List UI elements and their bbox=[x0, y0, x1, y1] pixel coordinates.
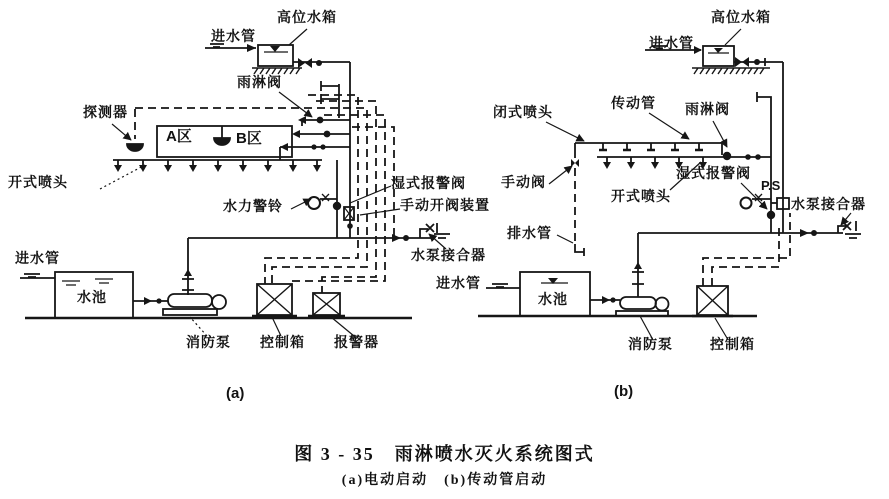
b-caption: (b) bbox=[614, 383, 634, 400]
a-control-wiring bbox=[135, 95, 394, 293]
b-label-deluge-valve: 雨淋阀 bbox=[685, 101, 730, 117]
a-label-fire-pump: 消防泵 bbox=[186, 334, 231, 350]
a-label-inlet-pipe-bottom: 进水管 bbox=[15, 250, 60, 266]
b-alarm-bell bbox=[741, 198, 752, 209]
a-label-control-box: 控制箱 bbox=[260, 334, 305, 350]
a-label-alarm-bell: 水力警铃 bbox=[223, 198, 283, 214]
b-label-drain-pipe: 排水管 bbox=[507, 225, 552, 241]
a-detector-cup-1 bbox=[127, 144, 143, 151]
a-deluge-valve-2 bbox=[324, 131, 331, 138]
b-supply-main bbox=[638, 233, 843, 297]
b-inlet-pipe-bottom bbox=[486, 284, 520, 288]
b-control-box-symbol bbox=[692, 286, 733, 316]
b-deluge-valve-symbol bbox=[723, 152, 731, 160]
a-inlet-pipe-bottom bbox=[20, 274, 55, 278]
a-alarm-bell bbox=[308, 197, 320, 209]
a-detector-cup-2 bbox=[214, 138, 230, 145]
figure-subcaption: (a)电动启动 (b)传动管启动 bbox=[341, 473, 548, 488]
a-control-box-symbol bbox=[252, 284, 297, 316]
b-control-wiring bbox=[703, 213, 790, 286]
figure-caption: 图 3 - 35 雨淋喷水灭火系统图式 bbox=[294, 444, 595, 464]
a-label-zone-b: B区 bbox=[236, 130, 262, 147]
a-pump-base bbox=[163, 309, 217, 315]
a-label-inlet-pipe-top: 进水管 bbox=[211, 28, 256, 44]
b-fire-pump-body bbox=[620, 297, 656, 309]
a-fire-pump-body bbox=[168, 294, 212, 307]
b-open-sprinkler-pipe bbox=[597, 157, 771, 162]
a-label-elevated-tank: 高位水箱 bbox=[277, 9, 337, 25]
b-wet-alarm-valve-symbol bbox=[767, 211, 775, 219]
b-label-open-sprinkler: 开式喷头 bbox=[611, 188, 671, 204]
b-label-pool: 水池 bbox=[538, 291, 568, 307]
a-label-pump-adapter: 水泵接合器 bbox=[411, 247, 486, 263]
a-open-sprinkler-heads bbox=[114, 165, 321, 172]
a-inlet-arrow bbox=[247, 44, 256, 52]
b-vent-pipe bbox=[757, 92, 771, 155]
b-label-wet-alarm-valve: 湿式报警阀 bbox=[676, 165, 751, 181]
b-label-closed-sprinkler: 闭式喷头 bbox=[493, 104, 553, 120]
b-label-manual-valve: 手动阀 bbox=[501, 174, 546, 190]
b-label-inlet-pipe-top: 进水管 bbox=[649, 35, 694, 51]
b-label-transmission-pipe: 传动管 bbox=[611, 95, 656, 111]
a-caption: (a) bbox=[226, 385, 245, 402]
b-label-control-box: 控制箱 bbox=[710, 336, 755, 352]
a-label-manual-device: 手动开阀装置 bbox=[400, 197, 490, 213]
a-label-zone-a: A区 bbox=[166, 128, 192, 145]
a-label-detector: 探测器 bbox=[83, 104, 128, 120]
b-label-inlet-pipe-bottom: 进水管 bbox=[436, 275, 481, 291]
a-label-pool: 水池 bbox=[77, 289, 107, 305]
a-deluge-valve-1 bbox=[317, 117, 324, 124]
b-pump-motor bbox=[656, 298, 669, 311]
a-alarm-unit-symbol bbox=[308, 293, 345, 316]
a-sprinkler-pipe bbox=[113, 160, 322, 165]
b-label-fire-pump: 消防泵 bbox=[628, 336, 673, 352]
a-vent-pipes bbox=[321, 81, 339, 118]
a-label-deluge-valve: 雨淋阀 bbox=[237, 74, 282, 90]
a-label-open-sprinkler: 开式喷头 bbox=[8, 174, 68, 190]
a-pump-motor bbox=[212, 295, 226, 309]
a-label-alarm: 报警器 bbox=[334, 334, 379, 350]
b-ground-hatch bbox=[692, 68, 770, 74]
b-leader-lines bbox=[546, 29, 851, 338]
a-wet-alarm-valve-symbol bbox=[333, 202, 341, 210]
a-pump-adapter-symbol bbox=[420, 223, 450, 238]
b-label-pump-adapter: 水泵接合器 bbox=[791, 196, 866, 212]
a-label-wet-alarm-valve: 湿式报警阀 bbox=[391, 175, 466, 191]
b-label-elevated-tank: 高位水箱 bbox=[711, 9, 771, 25]
b-label-pressure-switch: P.S bbox=[761, 178, 781, 193]
